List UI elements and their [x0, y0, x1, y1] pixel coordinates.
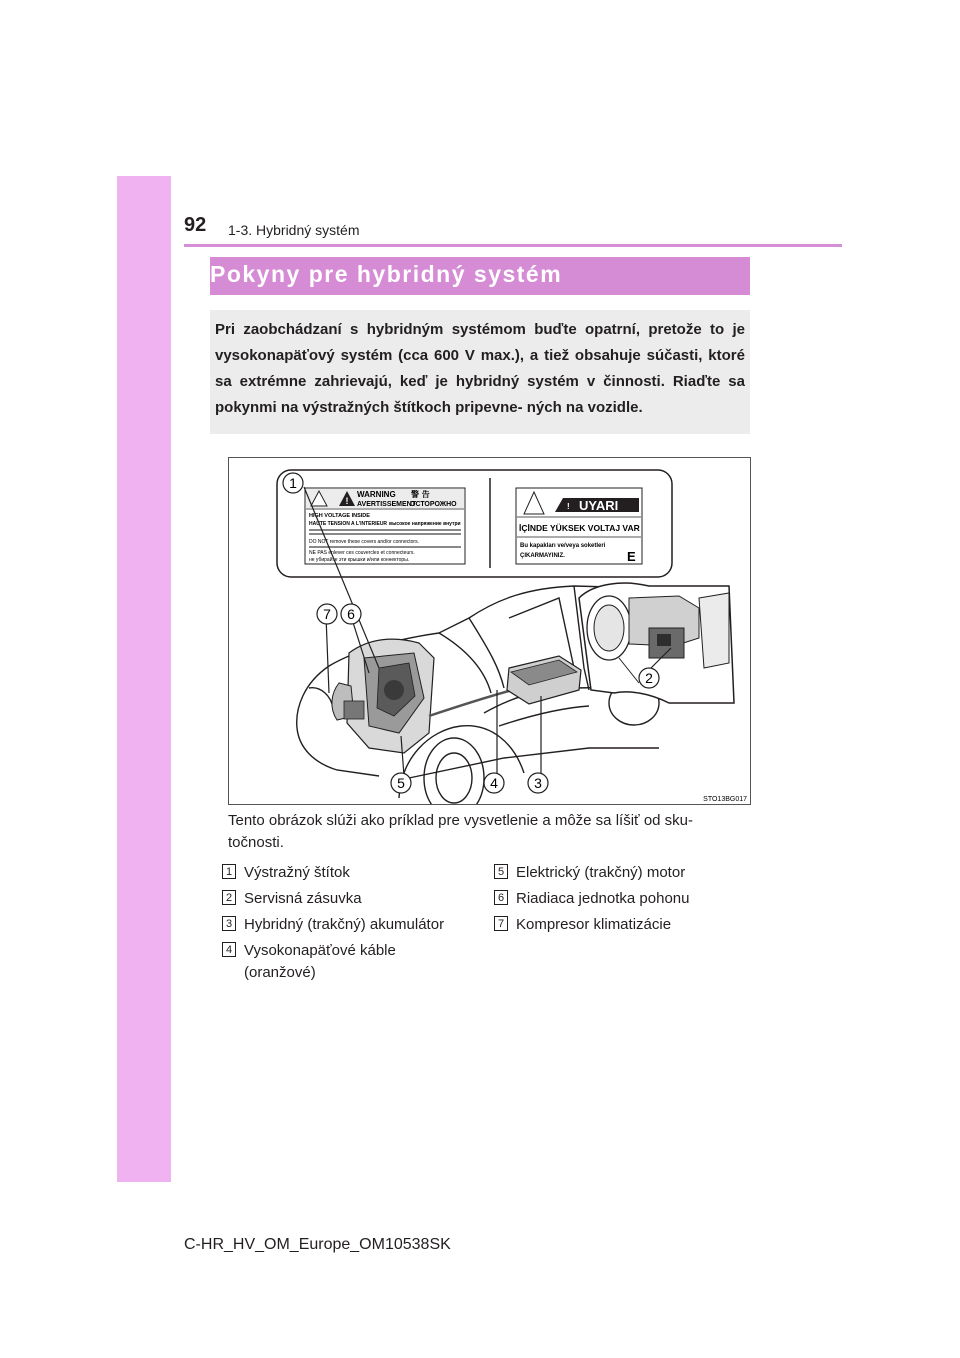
- callout-3: 3: [534, 775, 542, 791]
- uyari-line-2: Bu kapakları ve/veya soketleri: [520, 543, 606, 549]
- label-heading-1: WARNING: [357, 490, 396, 499]
- legend-badge: 2: [222, 890, 236, 905]
- legend-text: Vysokonapäťové káble: [244, 942, 396, 959]
- hybrid-system-figure: [228, 457, 751, 805]
- label-heading-2: AVERTISSEMENT: [357, 501, 416, 508]
- legend-badge: 6: [494, 890, 508, 905]
- callout-2: 2: [645, 670, 653, 686]
- footer-doc-id: C-HR_HV_OM_Europe_OM10538SK: [184, 1236, 451, 1253]
- label-line-5: NE PAS enlever ces couvercles et connecteurs.: [309, 550, 415, 556]
- chapter-tab-bar: [117, 176, 171, 1182]
- page-title: Pokyny pre hybridný systém: [210, 261, 563, 287]
- svg-text:!: !: [345, 496, 349, 506]
- label-line-6: не убирайте эти крышки и/или коннекторы.: [309, 557, 410, 563]
- legend-badge: 4: [222, 942, 236, 957]
- legend-text: Kompresor klimatizácie: [516, 916, 672, 933]
- figure-caption: Tento obrázok slúži ako príklad pre vysvetlenie a môže sa líšiť od sku- točnosti.: [228, 812, 694, 851]
- uyari-heading: UYARI: [579, 498, 619, 513]
- intro-box: [210, 310, 750, 434]
- legend-text: Servisná zásuvka: [244, 890, 362, 907]
- section-title: 1-3. Hybridný systém: [228, 222, 360, 238]
- label-heading-4: ОСТОРОЖНО: [410, 501, 457, 508]
- svg-text:!: !: [567, 502, 570, 511]
- uyari-mark: E: [627, 549, 636, 564]
- callout-1: 1: [289, 475, 297, 491]
- label-heading-3: 警 告: [411, 490, 430, 499]
- legend-badge: 1: [222, 864, 236, 879]
- uyari-line-1: İÇİNDE YÜKSEK VOLTAJ VAR: [519, 523, 640, 533]
- label-line-1: HIGH VOLTAGE INSIDE: [309, 513, 370, 519]
- label-line-4: DO NOT remove these covers and/or connectors.: [309, 539, 419, 545]
- hybrid-battery: [507, 656, 581, 704]
- uyari-line-3: ÇIKARMAYINIZ.: [520, 553, 565, 559]
- legend-text: Elektrický (trakčný) motor: [516, 864, 686, 881]
- legend-text: Riadiaca jednotka pohonu: [516, 890, 690, 907]
- figure-code: STO13BG017: [703, 796, 747, 803]
- intro-text: Pri zaobchádzaní s hybridným systémom buďte opatrní, pretože to je vysokonapäťový systém (cca 600 V max.), a tiež obsahuje súčasti, ktoré sa extrémne zahrievajú, keď je hybridný systém v činnosti. Riaďte sa pokynmi na výstražných štítkoch pripevne- ných na vozidle.: [215, 321, 745, 416]
- callout-5: 5: [397, 775, 405, 791]
- label-line-3: высокое напряжение внутри: [389, 521, 461, 527]
- legend-badge: 5: [494, 864, 508, 879]
- callout-6: 6: [347, 606, 355, 622]
- legend-text: Hybridný (trakčný) akumulátor: [244, 916, 445, 933]
- callout-4: 4: [490, 775, 498, 791]
- title-band: [210, 257, 750, 295]
- car-illustration: [229, 458, 750, 804]
- legend-badge: 3: [222, 916, 236, 931]
- legend-badge: 7: [494, 916, 508, 931]
- legend-text-continued: (oranžové): [244, 964, 316, 981]
- label-line-2: HAUTE TENSION A L'INTERIEUR: [309, 521, 388, 527]
- legend-text: Výstražný štítok: [244, 864, 350, 881]
- header-rule: [184, 244, 842, 247]
- callout-7: 7: [323, 606, 331, 622]
- page-number: 92: [184, 214, 207, 236]
